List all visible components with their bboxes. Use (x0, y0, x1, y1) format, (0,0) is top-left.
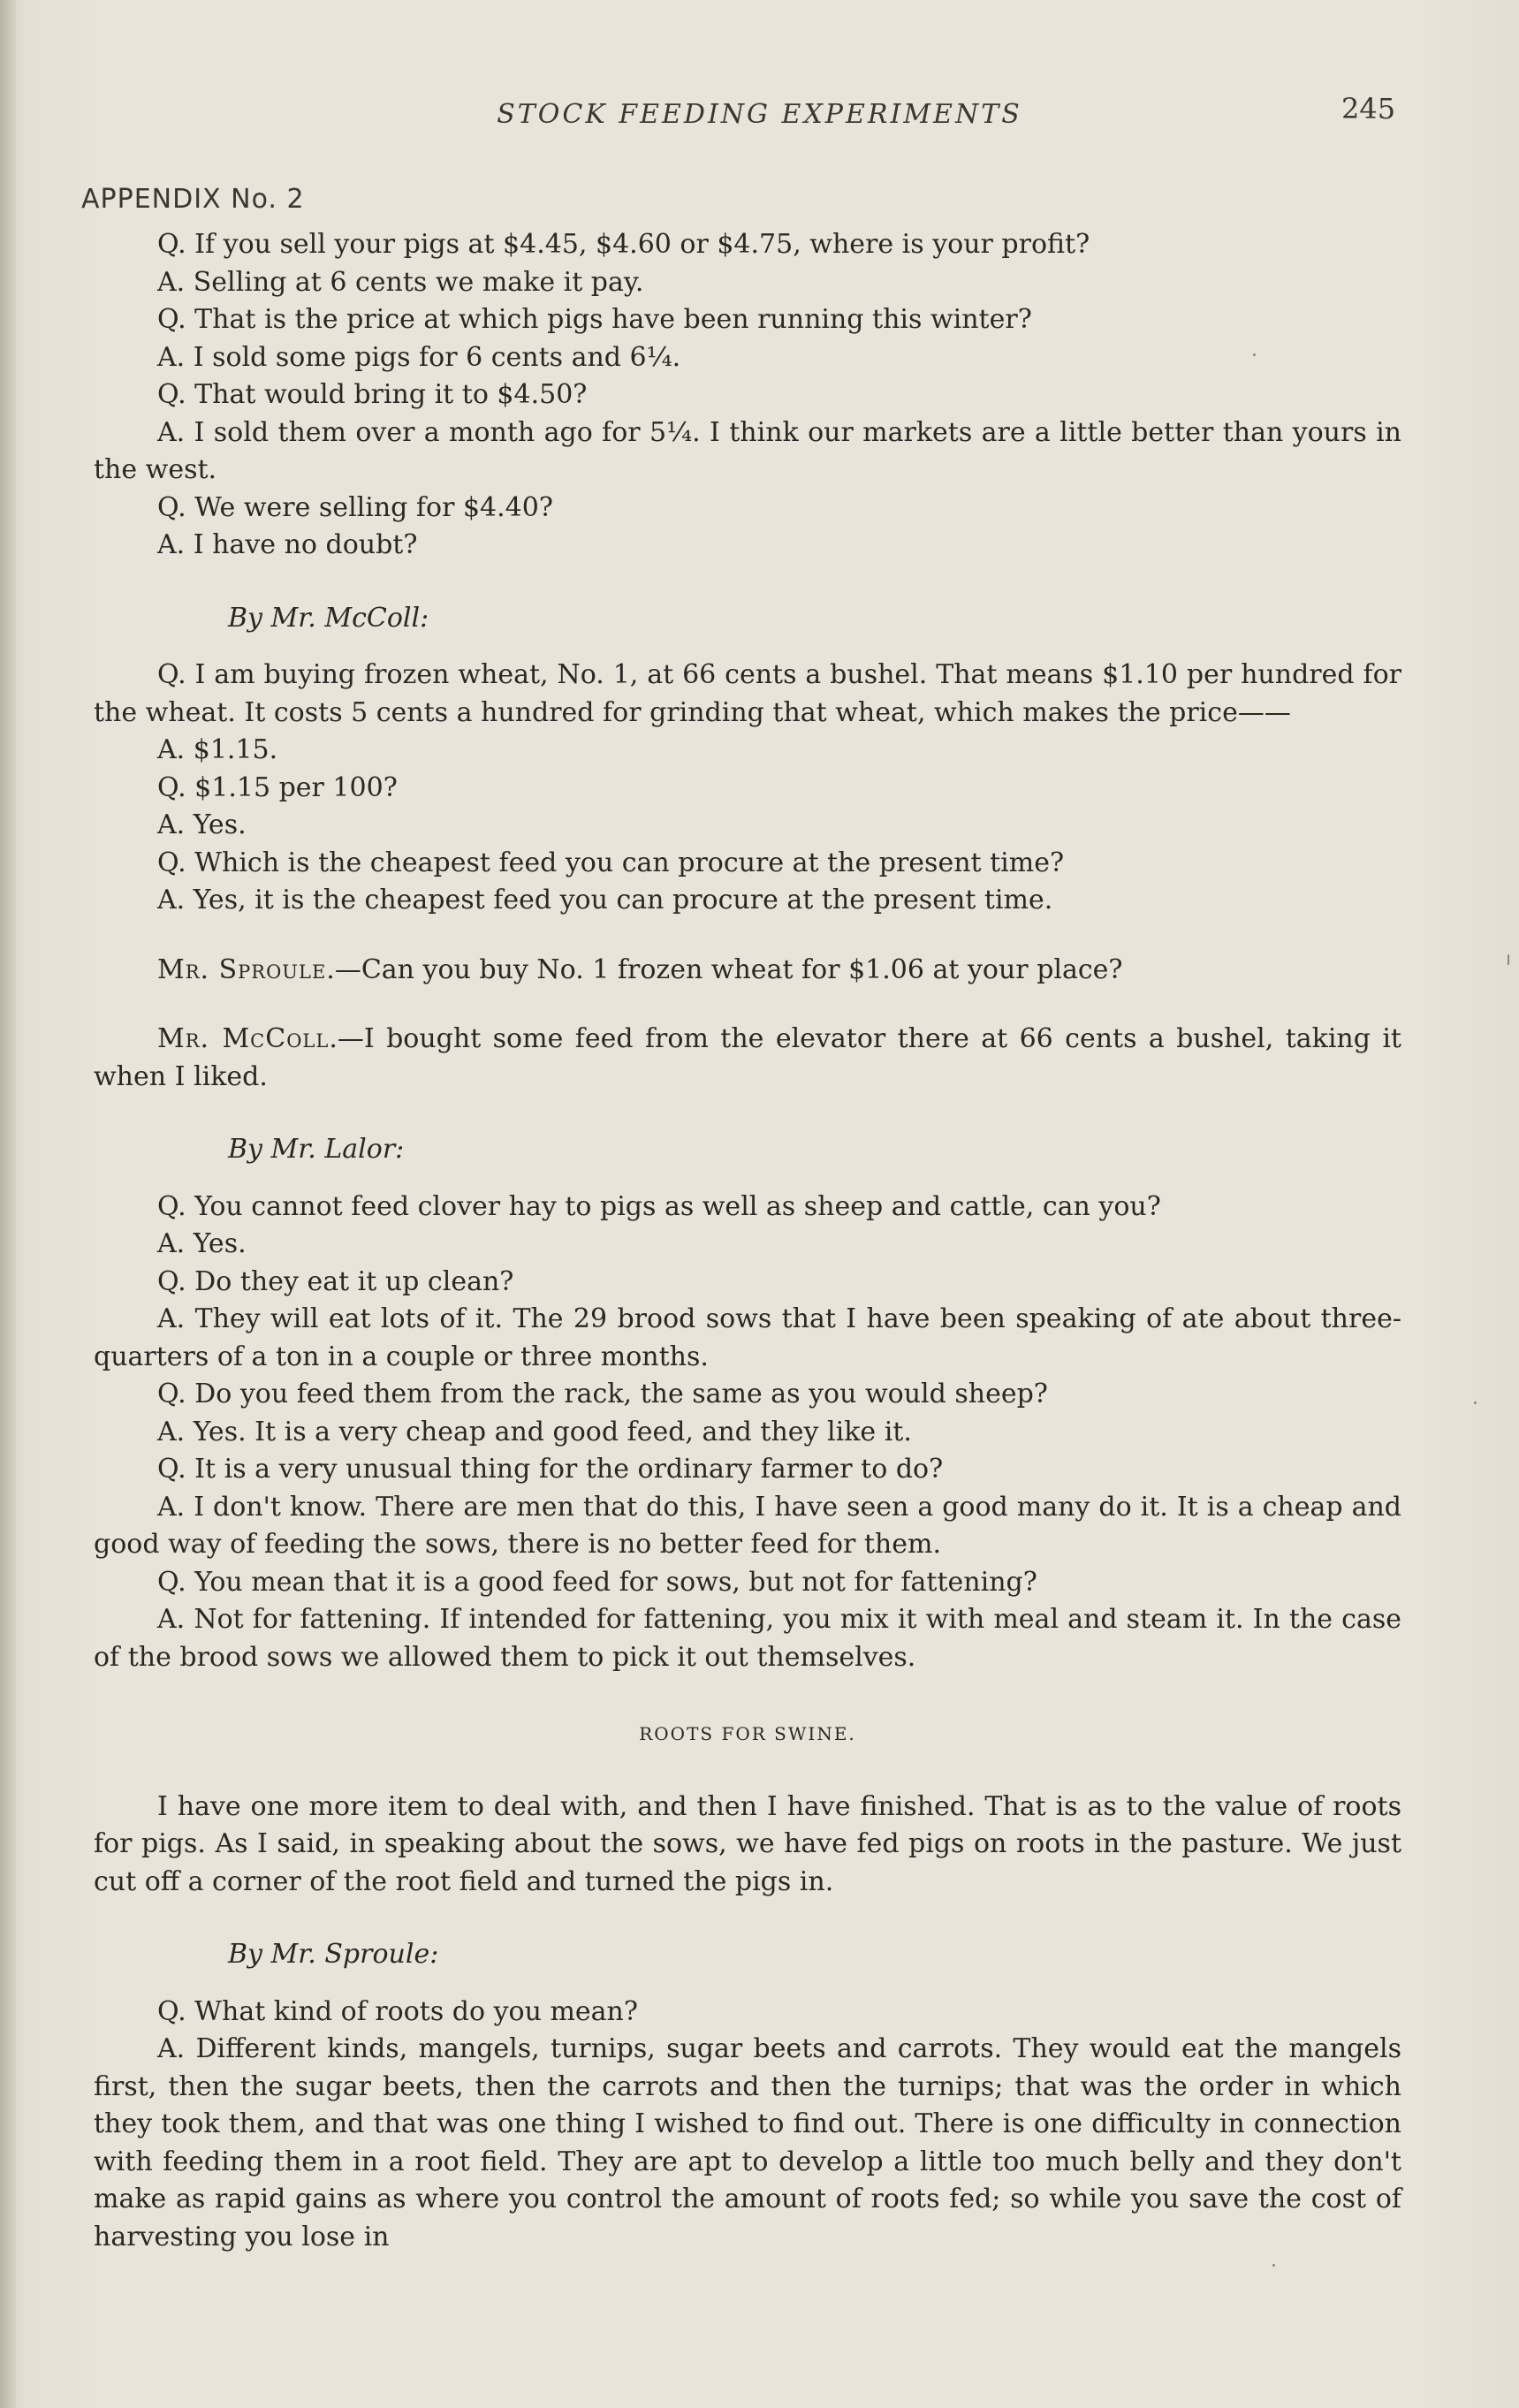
qa-line: A. I have no doubt? (157, 529, 418, 560)
statement-mccoll (94, 1021, 1401, 1096)
speaker-heading: By Mr. Sproule: (228, 1939, 439, 1970)
qa-line: Q. Do you feed them from the rack, the same as you would sheep? (157, 1379, 1048, 1409)
section-heading: ROOTS FOR SWINE. (639, 1723, 856, 1744)
qa-line: A. They will eat lots of it. The 29 brood sows that I have been speaking of ate about three-quarters of a ton in a couple or three months. (94, 1303, 1401, 1372)
statement-text: .—Can you buy No. 1 frozen wheat for $1.06 at your place? (326, 953, 1123, 985)
qa-line: Q. You mean that it is a good feed for sows, but not for fattening? (157, 1566, 1037, 1598)
running-head: STOCK FEEDING EXPERIMENTS (497, 99, 1022, 130)
qa-line: A. Yes. (157, 809, 247, 840)
statement-speaker: Mr. Sproule (157, 953, 327, 985)
qa-line: Q. What kind of roots do you mean? (157, 1995, 638, 2027)
statement-sproule (94, 952, 1401, 990)
qa-line: A. Yes. (157, 1228, 247, 1259)
qa-line: Q. That is the price at which pigs have been running this winter? (157, 304, 1032, 335)
qa-line: A. I sold some pigs for 6 cents and 6¼. (157, 341, 681, 373)
qa-line: Q. It is a very unusual thing for the ordinary farmer to do? (157, 1454, 944, 1485)
qa-line: A. Yes, it is the cheapest feed you can procure at the present time. (157, 885, 1053, 915)
paper-fleck (1272, 2264, 1275, 2267)
qa-line: Q. You cannot feed clover hay to pigs as well as sheep and cattle, can you? (157, 1190, 1161, 1222)
paper-fleck (1474, 1402, 1477, 1404)
qa-line: Q. That would bring it to $4.50? (157, 379, 588, 410)
qa-line: A. Yes. It is a very cheap and good feed, and they like it. (157, 1416, 912, 1447)
body-text (94, 226, 1401, 2256)
qa-line: Q. Do they eat it up clean? (157, 1265, 514, 1297)
speaker-heading: By Mr. Lalor: (228, 1134, 405, 1165)
qa-line: Q. If you sell your pigs at $4.45, $4.60 or $4.75, where is your profit? (157, 229, 1090, 260)
qa-line: A. I don't know. There are men that do this, I have seen a good many do it. It is a cheap and good way of feeding the sows, there is no better feed for them. (94, 1491, 1401, 1560)
qa-line: A. Selling at 6 cents we make it pay. (157, 266, 644, 298)
section-paragraph: I have one more item to deal with, and then I have finished. That is as to the value of roots for pigs. As I said, in speaking about the sows, we have fed pigs on roots in the pasture. We just cut off a corner of the root field and turned the pigs in. (94, 1790, 1401, 1897)
qa-line: Q. $1.15 per 100? (157, 771, 398, 803)
qa-line: A. I sold them over a month ago for 5¼. I think our markets are a little better than yours in the west. (94, 416, 1401, 485)
qa-line: A. Not for fattening. If intended for fattening, you mix it with meal and steam it. In the case of the brood sows we allowed them to pick it out themselves. (94, 1604, 1401, 1673)
qa-block-2 (94, 657, 1401, 920)
qa-line: Q. Which is the cheapest feed you can procure at the present time? (157, 847, 1065, 878)
qa-line: A. $1.15. (157, 734, 278, 765)
qa-line: A. Different kinds, mangels, turnips, sugar beets and carrots. They would eat the mangels first, then the sugar beets, then the carrots and then the turnips; that was the order in which they took them, and that was one thing I wished to find out. There is one difficulty in connection with feeding them in a root field. They are apt to develop a little too much belly and they don't make as rapid gains as where you control the amount of roots fed; so while you save the cost of harvesting you lose in (94, 2033, 1401, 2252)
qa-block-3 (94, 1189, 1401, 1677)
binding-gutter (0, 0, 16, 2408)
qa-block-1 (94, 226, 1401, 565)
page-number: 245 (1341, 92, 1396, 125)
appendix-label: APPENDIX No. 2 (81, 184, 305, 215)
qa-line: Q. We were selling for $4.40? (157, 491, 553, 523)
statement-text: .—I bought some feed from the elevator there at 66 cents a bushel, taking it when I liked. (94, 1023, 1401, 1092)
qa-line: Q. I am buying frozen wheat, No. 1, at 66 cents a bushel. That means $1.10 per hundred for the wheat. It costs 5 cents a hundred for grinding that wheat, which makes the price—— (94, 659, 1401, 728)
speaker-heading: By Mr. McColl: (228, 602, 429, 634)
statement-speaker: Mr. McColl (157, 1023, 330, 1054)
qa-block-4 (94, 1994, 1401, 2257)
paper-fleck (1508, 954, 1509, 965)
paper-fleck (1253, 353, 1256, 356)
